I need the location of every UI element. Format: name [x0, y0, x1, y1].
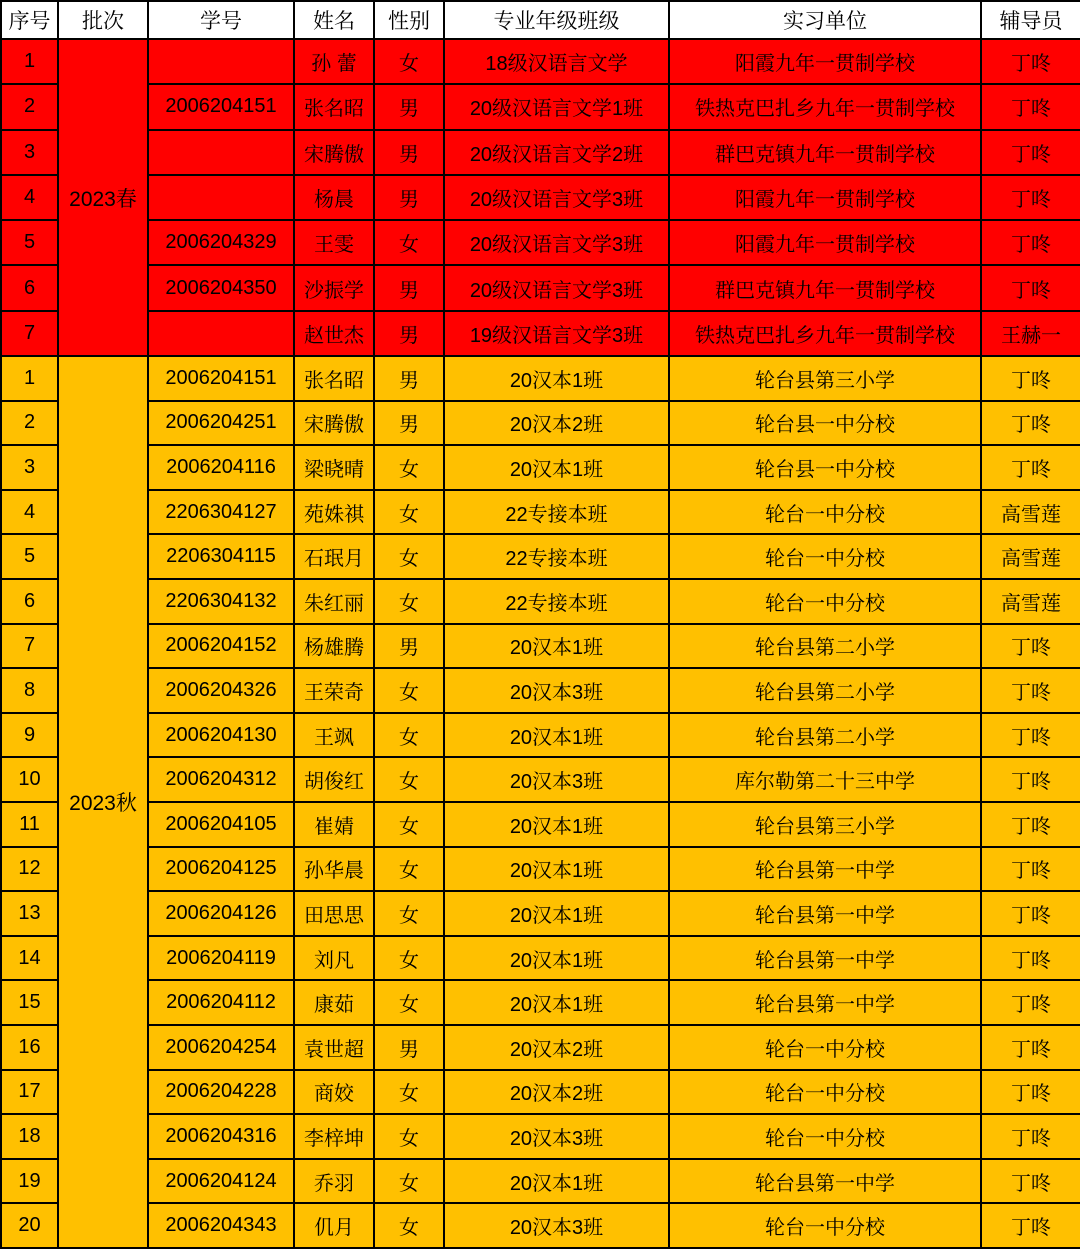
- cell-advisor: 丁咚: [981, 713, 1080, 758]
- cell-seq: 5: [1, 220, 58, 265]
- cell-advisor: 丁咚: [981, 220, 1080, 265]
- cell-advisor: 丁咚: [981, 802, 1080, 847]
- cell-student-id: 2206304115: [148, 534, 294, 579]
- cell-class: 20汉本1班: [444, 936, 669, 981]
- cell-seq: 10: [1, 757, 58, 802]
- cell-class: 20汉本1班: [444, 847, 669, 892]
- cell-class: 20汉本1班: [444, 980, 669, 1025]
- column-header-student_id: 学号: [148, 1, 294, 39]
- cell-seq: 7: [1, 624, 58, 669]
- table-row: [1, 356, 1080, 401]
- cell-seq: 4: [1, 490, 58, 535]
- cell-unit: 轮台县第一中学: [669, 980, 981, 1025]
- cell-seq: 5: [1, 534, 58, 579]
- cell-name: 乔羽: [294, 1159, 374, 1204]
- cell-seq: 2: [1, 84, 58, 129]
- table-row: [1, 713, 1080, 758]
- cell-advisor: 丁咚: [981, 130, 1080, 175]
- table-row: [1, 757, 1080, 802]
- table-row: [1, 1070, 1080, 1115]
- cell-name: 石珉月: [294, 534, 374, 579]
- cell-unit: 轮台县第一中学: [669, 847, 981, 892]
- table-row: [1, 579, 1080, 624]
- cell-advisor: 丁咚: [981, 936, 1080, 981]
- table-row: [1, 490, 1080, 535]
- cell-gender: 男: [374, 1025, 444, 1070]
- cell-student-id: [148, 39, 294, 84]
- table-row: [1, 847, 1080, 892]
- cell-student-id: 2006204119: [148, 936, 294, 981]
- column-header-batch: 批次: [58, 1, 148, 39]
- cell-student-id: 2006204152: [148, 624, 294, 669]
- cell-name: 王荣奇: [294, 668, 374, 713]
- cell-unit: 轮台县第一中学: [669, 891, 981, 936]
- cell-seq: 19: [1, 1159, 58, 1204]
- cell-advisor: 丁咚: [981, 1159, 1080, 1204]
- cell-student-id: 2006204130: [148, 713, 294, 758]
- cell-class: 20级汉语言文学2班: [444, 130, 669, 175]
- cell-gender: 女: [374, 490, 444, 535]
- section-2023-autumn: [1, 356, 1080, 1248]
- cell-gender: 女: [374, 1159, 444, 1204]
- cell-gender: 男: [374, 130, 444, 175]
- table-row: [1, 84, 1080, 129]
- cell-unit: 阳霞九年一贯制学校: [669, 175, 981, 220]
- cell-gender: 女: [374, 1114, 444, 1159]
- cell-name: 朱红丽: [294, 579, 374, 624]
- cell-unit: 铁热克巴扎乡九年一贯制学校: [669, 84, 981, 129]
- table-row: [1, 445, 1080, 490]
- cell-advisor: 丁咚: [981, 668, 1080, 713]
- cell-gender: 女: [374, 534, 444, 579]
- cell-name: 杨晨: [294, 175, 374, 220]
- cell-advisor: 丁咚: [981, 401, 1080, 446]
- cell-name: 崔婧: [294, 802, 374, 847]
- cell-unit: 铁热克巴扎乡九年一贯制学校: [669, 311, 981, 356]
- cell-class: 19级汉语言文学3班: [444, 311, 669, 356]
- cell-class: 20汉本1班: [444, 624, 669, 669]
- cell-unit: 轮台县第二小学: [669, 624, 981, 669]
- cell-advisor: 丁咚: [981, 757, 1080, 802]
- table-row: [1, 624, 1080, 669]
- cell-advisor: 丁咚: [981, 1203, 1080, 1248]
- cell-gender: 男: [374, 175, 444, 220]
- table-row: [1, 668, 1080, 713]
- cell-student-id: [148, 130, 294, 175]
- cell-student-id: 2006204329: [148, 220, 294, 265]
- column-header-gender: 性别: [374, 1, 444, 39]
- cell-student-id: 2006204326: [148, 668, 294, 713]
- cell-name: 赵世杰: [294, 311, 374, 356]
- cell-student-id: [148, 175, 294, 220]
- column-header-name: 姓名: [294, 1, 374, 39]
- cell-unit: 群巴克镇九年一贯制学校: [669, 130, 981, 175]
- cell-advisor: 丁咚: [981, 175, 1080, 220]
- cell-student-id: 2006204151: [148, 84, 294, 129]
- cell-advisor: 丁咚: [981, 980, 1080, 1025]
- cell-gender: 男: [374, 624, 444, 669]
- cell-student-id: 2006204254: [148, 1025, 294, 1070]
- cell-unit: 轮台一中分校: [669, 1114, 981, 1159]
- cell-seq: 8: [1, 668, 58, 713]
- cell-class: 20汉本2班: [444, 401, 669, 446]
- cell-name: 李梓坤: [294, 1114, 374, 1159]
- cell-name: 张名昭: [294, 84, 374, 129]
- cell-student-id: 2006204125: [148, 847, 294, 892]
- cell-class: 20汉本1班: [444, 356, 669, 401]
- cell-gender: 男: [374, 311, 444, 356]
- cell-unit: 阳霞九年一贯制学校: [669, 39, 981, 84]
- table-row: [1, 1159, 1080, 1204]
- cell-name: 孙 蕾: [294, 39, 374, 84]
- cell-class: 22专接本班: [444, 579, 669, 624]
- cell-name: 宋腾傲: [294, 401, 374, 446]
- cell-advisor: 丁咚: [981, 265, 1080, 310]
- cell-student-id: 2206304132: [148, 579, 294, 624]
- table-row: [1, 802, 1080, 847]
- cell-class: 20汉本1班: [444, 802, 669, 847]
- cell-unit: 轮台一中分校: [669, 490, 981, 535]
- cell-advisor: 丁咚: [981, 39, 1080, 84]
- table-row: [1, 311, 1080, 356]
- cell-class: 20汉本1班: [444, 445, 669, 490]
- cell-advisor: 丁咚: [981, 624, 1080, 669]
- table-row: [1, 534, 1080, 579]
- cell-seq: 3: [1, 130, 58, 175]
- cell-unit: 轮台一中分校: [669, 579, 981, 624]
- cell-seq: 12: [1, 847, 58, 892]
- cell-advisor: 丁咚: [981, 1070, 1080, 1115]
- cell-name: 张名昭: [294, 356, 374, 401]
- cell-student-id: 2006204151: [148, 356, 294, 401]
- cell-student-id: 2006204112: [148, 980, 294, 1025]
- cell-seq: 6: [1, 579, 58, 624]
- cell-class: 20级汉语言文学1班: [444, 84, 669, 129]
- cell-class: 20级汉语言文学3班: [444, 220, 669, 265]
- cell-name: 胡俊红: [294, 757, 374, 802]
- table-row: [1, 980, 1080, 1025]
- section-2023-spring: [1, 39, 1080, 356]
- cell-seq: 14: [1, 936, 58, 981]
- cell-seq: 7: [1, 311, 58, 356]
- column-header-seq: 序号: [1, 1, 58, 39]
- cell-student-id: [148, 311, 294, 356]
- cell-gender: 男: [374, 84, 444, 129]
- cell-class: 20汉本3班: [444, 1114, 669, 1159]
- cell-advisor: 高雪莲: [981, 490, 1080, 535]
- cell-class: 20汉本1班: [444, 891, 669, 936]
- cell-student-id: 2006204251: [148, 401, 294, 446]
- cell-advisor: 丁咚: [981, 1025, 1080, 1070]
- cell-name: 商姣: [294, 1070, 374, 1115]
- cell-student-id: 2006204105: [148, 802, 294, 847]
- cell-gender: 女: [374, 445, 444, 490]
- cell-advisor: 丁咚: [981, 356, 1080, 401]
- cell-unit: 轮台县一中分校: [669, 445, 981, 490]
- table-row: [1, 265, 1080, 310]
- cell-unit: 轮台一中分校: [669, 534, 981, 579]
- cell-name: 袁世超: [294, 1025, 374, 1070]
- cell-name: 宋腾傲: [294, 130, 374, 175]
- cell-seq: 1: [1, 356, 58, 401]
- cell-gender: 女: [374, 220, 444, 265]
- table-row: [1, 1114, 1080, 1159]
- cell-gender: 女: [374, 1203, 444, 1248]
- cell-seq: 20: [1, 1203, 58, 1248]
- cell-unit: 轮台县第一中学: [669, 1159, 981, 1204]
- cell-class: 20汉本2班: [444, 1070, 669, 1115]
- cell-class: 20汉本3班: [444, 668, 669, 713]
- cell-advisor: 丁咚: [981, 445, 1080, 490]
- column-header-class: 专业年级班级: [444, 1, 669, 39]
- table-header-row: [1, 1, 1080, 39]
- cell-student-id: 2006204228: [148, 1070, 294, 1115]
- cell-seq: 15: [1, 980, 58, 1025]
- cell-seq: 11: [1, 802, 58, 847]
- cell-name: 王飒: [294, 713, 374, 758]
- cell-class: 20汉本3班: [444, 757, 669, 802]
- cell-gender: 男: [374, 401, 444, 446]
- cell-unit: 轮台一中分校: [669, 1025, 981, 1070]
- cell-advisor: 丁咚: [981, 84, 1080, 129]
- cell-gender: 男: [374, 265, 444, 310]
- cell-class: 20级汉语言文学3班: [444, 175, 669, 220]
- table-row: [1, 401, 1080, 446]
- cell-class: 20汉本2班: [444, 1025, 669, 1070]
- cell-unit: 阳霞九年一贯制学校: [669, 220, 981, 265]
- cell-advisor: 王赫一: [981, 311, 1080, 356]
- cell-seq: 1: [1, 39, 58, 84]
- cell-name: 沙振学: [294, 265, 374, 310]
- cell-student-id: 2006204316: [148, 1114, 294, 1159]
- cell-seq: 2: [1, 401, 58, 446]
- cell-advisor: 丁咚: [981, 847, 1080, 892]
- cell-name: 杨雄腾: [294, 624, 374, 669]
- cell-student-id: 2006204116: [148, 445, 294, 490]
- column-header-advisor: 辅导员: [981, 1, 1080, 39]
- cell-class: 20汉本1班: [444, 713, 669, 758]
- cell-class: 20级汉语言文学3班: [444, 265, 669, 310]
- cell-student-id: 2006204126: [148, 891, 294, 936]
- table-row: [1, 39, 1080, 84]
- cell-unit: 库尔勒第二十三中学: [669, 757, 981, 802]
- cell-name: 王雯: [294, 220, 374, 265]
- cell-gender: 女: [374, 713, 444, 758]
- cell-student-id: 2006204312: [148, 757, 294, 802]
- cell-name: 田思思: [294, 891, 374, 936]
- cell-gender: 女: [374, 891, 444, 936]
- cell-unit: 轮台县第三小学: [669, 356, 981, 401]
- cell-unit: 轮台县第一中学: [669, 936, 981, 981]
- table-row: [1, 175, 1080, 220]
- cell-unit: 轮台一中分校: [669, 1203, 981, 1248]
- cell-gender: 女: [374, 980, 444, 1025]
- cell-class: 22专接本班: [444, 534, 669, 579]
- cell-unit: 轮台县第二小学: [669, 713, 981, 758]
- cell-unit: 轮台县一中分校: [669, 401, 981, 446]
- cell-gender: 女: [374, 579, 444, 624]
- cell-unit: 轮台县第三小学: [669, 802, 981, 847]
- cell-gender: 女: [374, 802, 444, 847]
- cell-seq: 4: [1, 175, 58, 220]
- cell-class: 18级汉语言文学: [444, 39, 669, 84]
- cell-class: 20汉本1班: [444, 1159, 669, 1204]
- cell-advisor: 丁咚: [981, 891, 1080, 936]
- cell-advisor: 高雪莲: [981, 579, 1080, 624]
- cell-name: 孙华晨: [294, 847, 374, 892]
- cell-batch: 2023春: [58, 39, 148, 356]
- cell-seq: 13: [1, 891, 58, 936]
- table-row: [1, 1203, 1080, 1248]
- cell-advisor: 丁咚: [981, 1114, 1080, 1159]
- table-row: [1, 1025, 1080, 1070]
- cell-seq: 9: [1, 713, 58, 758]
- cell-name: 刘凡: [294, 936, 374, 981]
- cell-student-id: 2006204343: [148, 1203, 294, 1248]
- cell-gender: 女: [374, 757, 444, 802]
- cell-seq: 16: [1, 1025, 58, 1070]
- cell-student-id: 2206304127: [148, 490, 294, 535]
- table-row: [1, 220, 1080, 265]
- cell-gender: 女: [374, 39, 444, 84]
- cell-advisor: 高雪莲: [981, 534, 1080, 579]
- cell-unit: 轮台一中分校: [669, 1070, 981, 1115]
- table-row: [1, 130, 1080, 175]
- table-row: [1, 891, 1080, 936]
- cell-gender: 男: [374, 356, 444, 401]
- cell-seq: 18: [1, 1114, 58, 1159]
- cell-gender: 女: [374, 936, 444, 981]
- cell-student-id: 2006204124: [148, 1159, 294, 1204]
- cell-gender: 女: [374, 668, 444, 713]
- cell-name: 苑姝祺: [294, 490, 374, 535]
- cell-seq: 17: [1, 1070, 58, 1115]
- cell-name: 梁晓晴: [294, 445, 374, 490]
- column-header-unit: 实习单位: [669, 1, 981, 39]
- cell-name: 康茹: [294, 980, 374, 1025]
- cell-class: 22专接本班: [444, 490, 669, 535]
- cell-batch: 2023秋: [58, 356, 148, 1248]
- cell-unit: 轮台县第二小学: [669, 668, 981, 713]
- cell-unit: 群巴克镇九年一贯制学校: [669, 265, 981, 310]
- cell-class: 20汉本3班: [444, 1203, 669, 1248]
- cell-gender: 女: [374, 847, 444, 892]
- cell-name: 仉月: [294, 1203, 374, 1248]
- cell-seq: 6: [1, 265, 58, 310]
- cell-seq: 3: [1, 445, 58, 490]
- cell-gender: 女: [374, 1070, 444, 1115]
- table-row: [1, 936, 1080, 981]
- cell-student-id: 2006204350: [148, 265, 294, 310]
